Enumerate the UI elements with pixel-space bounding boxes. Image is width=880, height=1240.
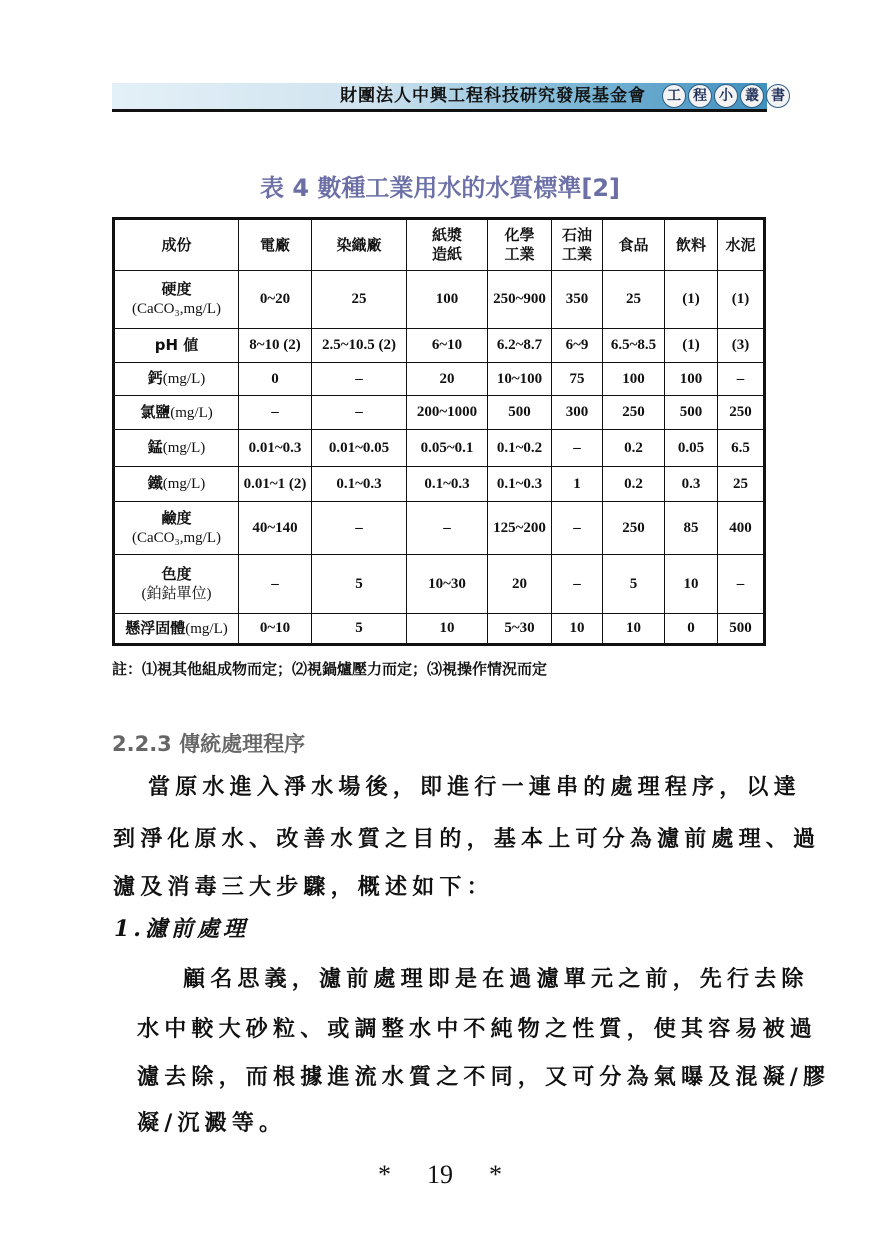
table-cell: 20: [488, 555, 552, 614]
table-cell: 6.5~8.5: [603, 329, 665, 363]
table-cell: –: [552, 430, 603, 467]
table-cell: 20: [407, 363, 488, 396]
row-header: [114, 363, 239, 396]
table-title: 表 4 數種工業用水的水質標準[2]: [259, 174, 621, 202]
table-cell: 100: [407, 271, 488, 329]
column-header: 食品: [603, 219, 665, 271]
table-cell: 6.5: [718, 430, 765, 467]
row-header: [114, 329, 239, 363]
table-row: [114, 555, 765, 614]
table-row: [114, 502, 765, 555]
row-name: pH 値: [154, 336, 199, 354]
table-cell: 6~10: [407, 329, 488, 363]
table-cell: –: [239, 396, 312, 430]
column-header: 水泥: [718, 219, 765, 271]
table-cell: 250: [718, 396, 765, 430]
table-cell: –: [718, 555, 765, 614]
series-char: 書: [766, 84, 790, 108]
table-cell: 25: [312, 271, 407, 329]
table-cell: 500: [488, 396, 552, 430]
table-cell: 10: [665, 555, 718, 614]
column-header: 成份: [114, 219, 239, 271]
table-cell: (1): [665, 329, 718, 363]
row-unit: (mg/L): [162, 440, 206, 456]
table-body: [114, 271, 765, 645]
series-char: 小: [714, 84, 738, 108]
paragraph-line: 到淨化原水、改善水質之目的，基本上可分為濾前處理、過: [113, 826, 821, 852]
page-footer: [0, 1160, 880, 1190]
table-cell: 10~30: [407, 555, 488, 614]
table-row: [114, 363, 765, 396]
table-cell: 2.5~10.5 (2): [312, 329, 407, 363]
column-header: 石油 工業: [552, 219, 603, 271]
table-row: [114, 271, 765, 329]
row-header: [114, 396, 239, 430]
table-cell: 5~30: [488, 614, 552, 645]
table-cell: –: [312, 396, 407, 430]
table-note: 註：⑴視其他組成物而定；⑵視鍋爐壓力而定；⑶視操作情況而定: [112, 660, 548, 678]
table-cell: 5: [312, 614, 407, 645]
row-name: 氯鹽: [140, 402, 171, 421]
column-header: 紙漿 造紙: [407, 219, 488, 271]
row-header: [114, 614, 239, 645]
table-cell: 25: [718, 467, 765, 502]
row-unit: (mg/L): [185, 620, 228, 637]
paragraph-line: 當原水進入淨水場後，即進行一連串的處理程序，以達: [148, 774, 801, 800]
table-cell: 0.05~0.1: [407, 430, 488, 467]
table-cell: –: [407, 502, 488, 555]
row-name: 色度: [161, 564, 192, 583]
subsection-line: 顧名思義，濾前處理即是在過濾單元之前，先行去除: [183, 966, 809, 992]
row-name: 鹼度: [161, 508, 192, 527]
table-cell: 350: [552, 271, 603, 329]
row-header: [114, 271, 239, 329]
table-cell: 400: [718, 502, 765, 555]
table-cell: 100: [603, 363, 665, 396]
subsection-line: 濾去除，而根據進流水質之不同，又可分為氣曝及混凝/膠: [137, 1064, 831, 1090]
row-name: 鈣: [147, 369, 163, 387]
row-name: 鐵: [147, 474, 163, 492]
table-cell: 100: [665, 363, 718, 396]
page-number: 19: [427, 1160, 453, 1189]
table-cell: –: [239, 555, 312, 614]
water-quality-table: [112, 217, 766, 646]
column-header: 飲料: [665, 219, 718, 271]
row-unit: (CaCO₃,mg/L): [132, 529, 221, 546]
table-cell: 10~100: [488, 363, 552, 396]
ornament-right: *: [489, 1160, 502, 1189]
table-cell: 0.05: [665, 430, 718, 467]
table-cell: 5: [603, 555, 665, 614]
series-char: 叢: [740, 84, 764, 108]
table-cell: 0.1~0.2: [488, 430, 552, 467]
header-rule: [112, 109, 767, 112]
column-header: 化學 工業: [488, 219, 552, 271]
table-cell: 6~9: [552, 329, 603, 363]
table-cell: –: [552, 502, 603, 555]
table-cell: 500: [718, 614, 765, 645]
table-cell: 0.01~1 (2): [239, 467, 312, 502]
row-header: [114, 555, 239, 614]
table-cell: 40~140: [239, 502, 312, 555]
table-cell: 5: [312, 555, 407, 614]
row-name: 懸浮固體: [125, 618, 186, 637]
subsection-line: 凝/沉澱等。: [137, 1110, 287, 1136]
subsection-heading: 1.濾前處理: [114, 916, 249, 942]
table-cell: 0.1~0.3: [407, 467, 488, 502]
table-cell: 0.2: [603, 467, 665, 502]
header-organization: 財團法人中興工程科技研究發展基金會: [340, 86, 646, 106]
table-cell: –: [312, 502, 407, 555]
table-cell: –: [718, 363, 765, 396]
table-cell: 500: [665, 396, 718, 430]
series-char: 程: [688, 84, 712, 108]
table-cell: 75: [552, 363, 603, 396]
table-cell: –: [552, 555, 603, 614]
section-heading: 2.2.3 傳統處理程序: [112, 732, 306, 756]
row-name: 錳: [147, 438, 163, 456]
table-row: [114, 396, 765, 430]
table-cell: 200~1000: [407, 396, 488, 430]
row-unit: (鉑鈷單位): [141, 585, 212, 602]
table-cell: 6.2~8.7: [488, 329, 552, 363]
row-unit: (mg/L): [162, 371, 206, 387]
table-row: [114, 430, 765, 467]
series-char: 工: [662, 84, 686, 108]
table-header-row: [114, 219, 765, 271]
row-unit: (mg/L): [170, 404, 213, 421]
table-cell: 0: [239, 363, 312, 396]
table-cell: 0.01~0.3: [239, 430, 312, 467]
table-cell: 1: [552, 467, 603, 502]
table-cell: 300: [552, 396, 603, 430]
table-cell: (1): [665, 271, 718, 329]
table-cell: 25: [603, 271, 665, 329]
row-name: 硬度: [161, 280, 192, 298]
table-cell: 8~10 (2): [239, 329, 312, 363]
table-row: [114, 614, 765, 645]
table-cell: (1): [718, 271, 765, 329]
table-cell: 10: [407, 614, 488, 645]
table-row: [114, 329, 765, 363]
table-cell: 0: [665, 614, 718, 645]
table-cell: 125~200: [488, 502, 552, 555]
series-logo: [662, 84, 790, 108]
table-cell: 10: [603, 614, 665, 645]
row-unit: (mg/L): [162, 476, 206, 492]
row-header: [114, 430, 239, 467]
table-cell: –: [312, 363, 407, 396]
table-cell: 250: [603, 502, 665, 555]
table-cell: 250: [603, 396, 665, 430]
table-cell: 0.01~0.05: [312, 430, 407, 467]
table-row: [114, 467, 765, 502]
row-header: [114, 502, 239, 555]
table-cell: 0.2: [603, 430, 665, 467]
table-cell: 10: [552, 614, 603, 645]
paragraph-line: 濾及消毒三大步驟，概述如下：: [113, 874, 494, 900]
subsection-line: 水中較大砂粒、或調整水中不純物之性質，使其容易被過: [137, 1016, 818, 1042]
table-cell: 85: [665, 502, 718, 555]
table-cell: 0~20: [239, 271, 312, 329]
table-cell: 0.1~0.3: [488, 467, 552, 502]
table-cell: (3): [718, 329, 765, 363]
ornament-left: *: [378, 1160, 391, 1189]
table-cell: 0~10: [239, 614, 312, 645]
column-header: 電廠: [239, 219, 312, 271]
row-header: [114, 467, 239, 502]
table-cell: 250~900: [488, 271, 552, 329]
column-header: 染織廠: [312, 219, 407, 271]
table-cell: 0.3: [665, 467, 718, 502]
row-unit: (CaCO₃,mg/L): [132, 301, 221, 317]
table-cell: 0.1~0.3: [312, 467, 407, 502]
